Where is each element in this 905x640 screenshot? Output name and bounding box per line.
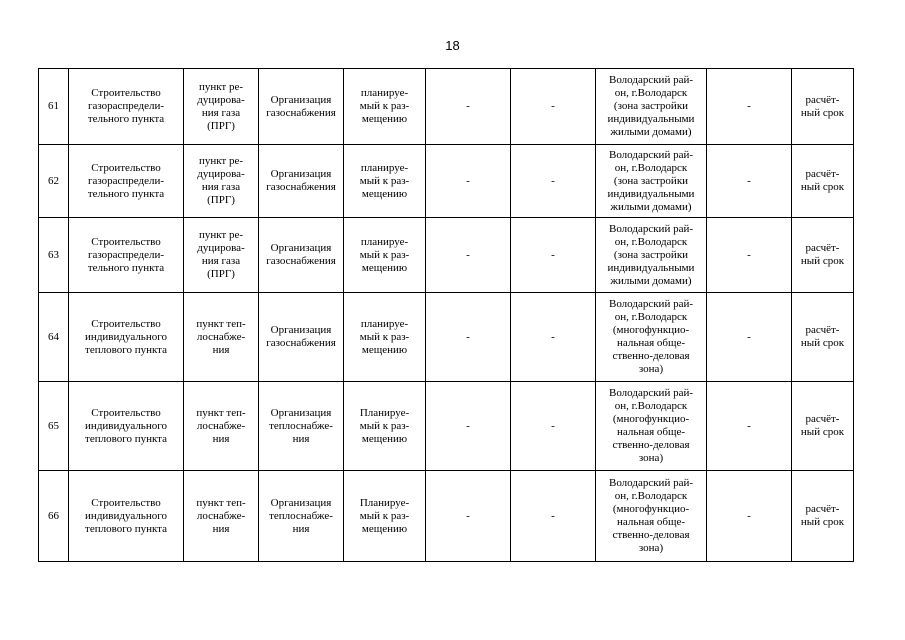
object-name: Строительство индивидуального теплового пункта	[69, 293, 184, 382]
table-row	[39, 382, 854, 471]
empty-value: -	[426, 293, 511, 382]
empty-value: -	[511, 218, 596, 293]
row-number: 65	[39, 382, 69, 471]
empty-value: -	[426, 218, 511, 293]
empty-value: -	[426, 145, 511, 218]
implementation-term: расчёт- ный срок	[792, 382, 854, 471]
empty-value: -	[426, 382, 511, 471]
object-purpose: Организация теплоснабже- ния	[259, 471, 344, 562]
implementation-term: расчёт- ный срок	[792, 69, 854, 145]
object-type: пункт теп- лоснабже- ния	[184, 471, 259, 562]
empty-value: -	[426, 471, 511, 562]
object-location: Володарский рай- он, г.Володарск (зона застройки индивидуальными жилыми домами)	[596, 218, 707, 293]
object-type: пункт ре- дуцирова- ния газа (ПРГ)	[184, 69, 259, 145]
table-row	[39, 218, 854, 293]
empty-value: -	[511, 293, 596, 382]
row-number: 64	[39, 293, 69, 382]
object-name: Строительство газораспредели- тельного пункта	[69, 145, 184, 218]
object-name: Строительство газораспредели- тельного пункта	[69, 69, 184, 145]
object-purpose: Организация газоснабжения	[259, 293, 344, 382]
object-purpose: Организация газоснабжения	[259, 69, 344, 145]
object-name: Строительство газораспредели- тельного пункта	[69, 218, 184, 293]
object-status: Планируе- мый к раз- мещению	[344, 471, 426, 562]
object-location: Володарский рай- он, г.Володарск (многофункцио- нальная обще- ственно-деловая зона)	[596, 382, 707, 471]
empty-value: -	[511, 69, 596, 145]
implementation-term: расчёт- ный срок	[792, 145, 854, 218]
empty-value: -	[511, 382, 596, 471]
row-number: 62	[39, 145, 69, 218]
empty-value: -	[707, 293, 792, 382]
object-status: Планируе- мый к раз- мещению	[344, 382, 426, 471]
implementation-term: расчёт- ный срок	[792, 471, 854, 562]
object-status: планируе- мый к раз- мещению	[344, 69, 426, 145]
object-location: Володарский рай- он, г.Володарск (зона застройки индивидуальными жилыми домами)	[596, 145, 707, 218]
object-purpose: Организация газоснабжения	[259, 218, 344, 293]
empty-value: -	[707, 145, 792, 218]
object-type: пункт ре- дуцирова- ния газа (ПРГ)	[184, 145, 259, 218]
row-number: 61	[39, 69, 69, 145]
object-name: Строительство индивидуального теплового пункта	[69, 382, 184, 471]
implementation-term: расчёт- ный срок	[792, 293, 854, 382]
empty-value: -	[707, 69, 792, 145]
facilities-table	[38, 68, 854, 562]
table-row	[39, 145, 854, 218]
page-number: 18	[445, 38, 460, 53]
object-location: Володарский рай- он, г.Володарск (зона застройки индивидуальными жилыми домами)	[596, 69, 707, 145]
empty-value: -	[511, 145, 596, 218]
object-type: пункт теп- лоснабже- ния	[184, 293, 259, 382]
object-name: Строительство индивидуального теплового пункта	[69, 471, 184, 562]
row-number: 66	[39, 471, 69, 562]
object-purpose: Организация газоснабжения	[259, 145, 344, 218]
empty-value: -	[707, 471, 792, 562]
table-row	[39, 471, 854, 562]
table-row	[39, 293, 854, 382]
empty-value: -	[511, 471, 596, 562]
object-location: Володарский рай- он, г.Володарск (многофункцио- нальная обще- ственно-деловая зона)	[596, 293, 707, 382]
object-type: пункт ре- дуцирова- ния газа (ПРГ)	[184, 218, 259, 293]
empty-value: -	[426, 69, 511, 145]
table-row	[39, 69, 854, 145]
object-location: Володарский рай- он, г.Володарск (многофункцио- нальная обще- ственно-деловая зона)	[596, 471, 707, 562]
object-status: планируе- мый к раз- мещению	[344, 218, 426, 293]
implementation-term: расчёт- ный срок	[792, 218, 854, 293]
empty-value: -	[707, 382, 792, 471]
object-status: планируе- мый к раз- мещению	[344, 293, 426, 382]
empty-value: -	[707, 218, 792, 293]
object-status: планируе- мый к раз- мещению	[344, 145, 426, 218]
object-purpose: Организация теплоснабже- ния	[259, 382, 344, 471]
object-type: пункт теп- лоснабже- ния	[184, 382, 259, 471]
row-number: 63	[39, 218, 69, 293]
